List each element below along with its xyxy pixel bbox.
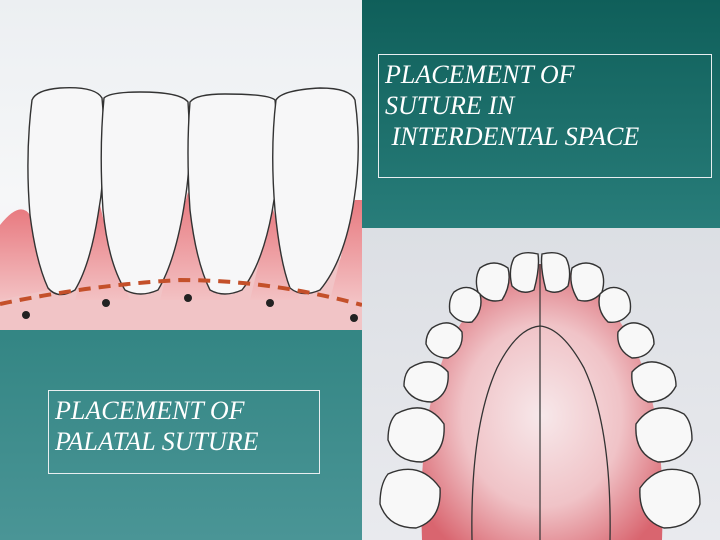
caption-palatal-line-2: PALATAL SUTURE (55, 427, 259, 457)
interdental-illustration (0, 0, 362, 330)
caption-palatal-line-1: PLACEMENT OF (55, 396, 245, 425)
palatal-tooth-4 (571, 263, 604, 301)
palatal-tooth-2 (542, 253, 570, 293)
suture-point-4 (266, 299, 274, 307)
suture-point-1 (22, 311, 30, 319)
palatal-tooth-12 (636, 408, 692, 462)
palatal-tooth-5 (450, 287, 482, 322)
suture-point-3 (184, 294, 192, 302)
caption-interdental-line-3: INTERDENTAL SPACE (385, 122, 640, 152)
palatal-tooth-13 (380, 469, 440, 528)
palatal-tooth-11 (388, 408, 444, 462)
palatal-illustration (362, 228, 720, 540)
palatal-tooth-14 (640, 469, 700, 528)
caption-palatal-suture (48, 390, 320, 474)
palatal-diagram (362, 228, 720, 540)
caption-interdental-line-1: PLACEMENT OF (385, 60, 575, 89)
suture-point-2 (102, 299, 110, 307)
palatal-tooth-1 (510, 253, 538, 293)
palatal-tooth-6 (599, 287, 631, 322)
suture-point-5 (350, 314, 358, 322)
caption-interdental-suture (378, 54, 712, 178)
palatal-tooth-10 (632, 362, 676, 402)
palatal-tooth-3 (476, 263, 509, 301)
palatal-tooth-9 (404, 362, 448, 402)
caption-interdental-line-2: SUTURE IN (385, 91, 515, 121)
interdental-diagram (0, 0, 362, 330)
